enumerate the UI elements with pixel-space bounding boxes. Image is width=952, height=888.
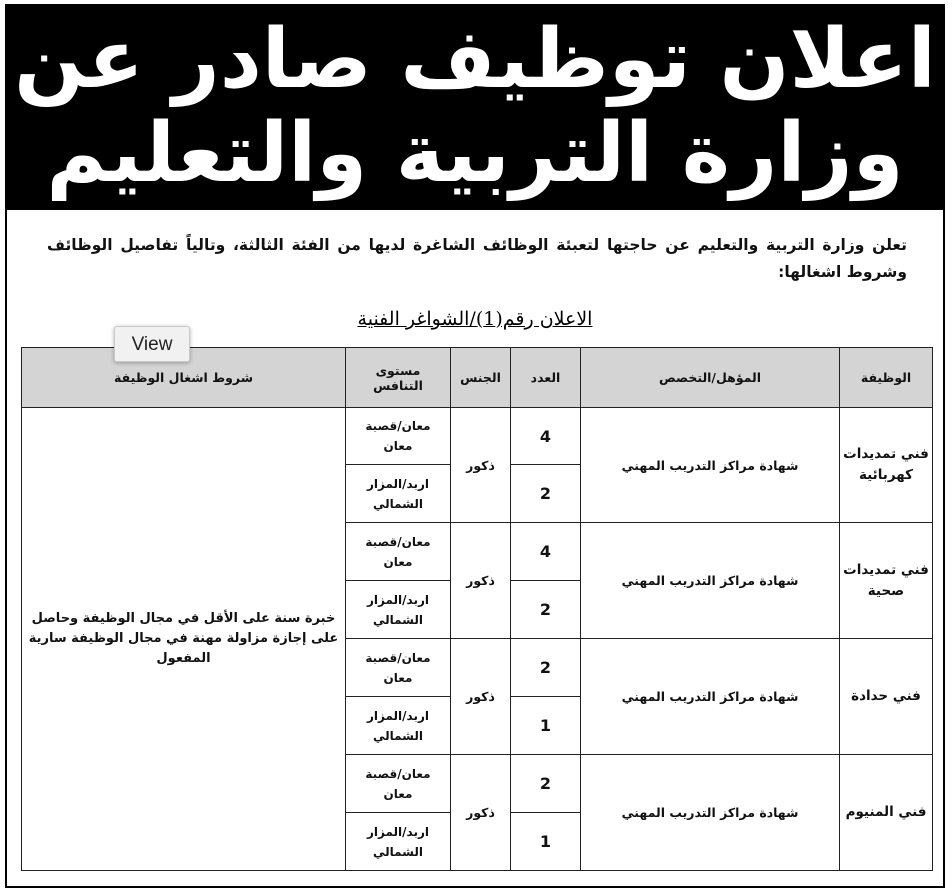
job-title-cell: فني المنيوم xyxy=(840,755,933,871)
header-conditions: شروط اشغال الوظيفة xyxy=(22,348,346,408)
gender-cell: ذكور xyxy=(451,408,511,523)
count-cell: 4 xyxy=(511,408,581,465)
qualification-cell: شهادة مراكز التدريب المهني xyxy=(581,523,840,639)
banner-title-line1: اعلان توظيف صادر عن xyxy=(14,12,936,107)
view-button[interactable]: View xyxy=(114,326,190,362)
qualification-cell: شهادة مراكز التدريب المهني xyxy=(581,639,840,755)
job-title-cell: فني تمديدات صحية xyxy=(840,523,933,639)
region-cell: معان/قصبة معان xyxy=(346,523,451,581)
count-cell: 1 xyxy=(511,697,581,755)
count-cell: 2 xyxy=(511,465,581,523)
count-cell: 2 xyxy=(511,639,581,697)
header-count: العدد xyxy=(511,348,581,408)
intro-paragraph: تعلن وزارة التربية والتعليم عن حاجتها لتعبئة الوظائف الشاغرة لديها من الفئة الثالثة، وتالياً تفاصيل الوظائف وشروط اشغالها: xyxy=(47,236,907,281)
region-cell: اربد/المزار الشمالي xyxy=(346,697,451,755)
qualification-cell: شهادة مراكز التدريب المهني xyxy=(581,408,840,523)
region-cell: معان/قصبة معان xyxy=(346,755,451,813)
region-cell: اربد/المزار الشمالي xyxy=(346,581,451,639)
gender-cell: ذكور xyxy=(451,523,511,639)
count-cell: 1 xyxy=(511,813,581,871)
region-cell: معان/قصبة معان xyxy=(346,408,451,465)
banner-title-line2: وزارة التربية والتعليم xyxy=(46,106,904,201)
conditions-cell: خبرة سنة على الأقل في مجال الوظيفة وحاصل على إجازة مزاولة مهنة في مجال الوظيفة سارية المفعول xyxy=(22,408,346,871)
region-cell: اربد/المزار الشمالي xyxy=(346,813,451,871)
job-title-cell: فني تمديدات كهربائية xyxy=(840,408,933,523)
qualification-cell: شهادة مراكز التدريب المهني xyxy=(581,755,840,871)
gender-cell: ذكور xyxy=(451,755,511,871)
region-cell: اربد/المزار الشمالي xyxy=(346,465,451,523)
vacancies-table xyxy=(21,347,933,871)
count-cell: 2 xyxy=(511,581,581,639)
ad-banner xyxy=(7,6,943,210)
count-cell: 2 xyxy=(511,755,581,813)
count-cell: 4 xyxy=(511,523,581,581)
gender-cell: ذكور xyxy=(451,639,511,755)
header-job: الوظيفة xyxy=(840,348,933,408)
header-gender: الجنس xyxy=(451,348,511,408)
header-level: مستوى التنافس xyxy=(346,348,451,408)
job-title-cell: فني حدادة xyxy=(840,639,933,755)
header-qualification: المؤهل/التخصص xyxy=(581,348,840,408)
table-row xyxy=(22,408,933,465)
announcement-subtitle: الاعلان رقم(1)/الشواغر الفنية xyxy=(357,308,593,330)
region-cell: معان/قصبة معان xyxy=(346,639,451,697)
